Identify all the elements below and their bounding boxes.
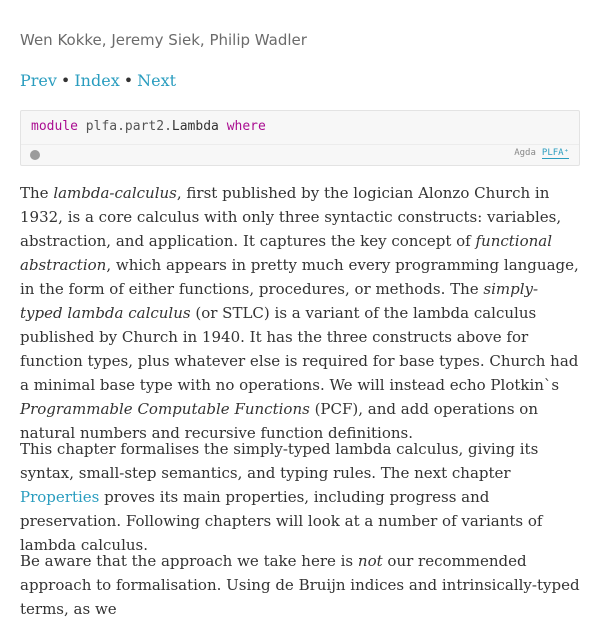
nav-separator: • <box>60 71 71 90</box>
code-footer <box>21 144 579 165</box>
code-keyword-where: where <box>226 119 266 134</box>
status-dot-icon[interactable] <box>30 150 40 160</box>
text-run: Be aware that the approach we take here is <box>20 552 358 570</box>
code-module-name: Lambda <box>171 119 219 134</box>
emphasis-stlc: simply-typed lambda calculus <box>20 280 539 322</box>
next-link[interactable]: Next <box>137 71 177 90</box>
emphasis-not: not <box>357 552 383 570</box>
paragraph-intro <box>20 181 580 445</box>
text-run: our recommended approach to formalisation. Using de Bruijn indices and intrinsically-typed terms, as we <box>20 552 580 618</box>
paragraph-chapter-overview <box>20 437 580 557</box>
code-meta <box>514 148 569 158</box>
code-module-prefix: plfa.part2. <box>85 119 172 134</box>
plfa-badge[interactable]: PLFA⁺ <box>541 148 569 158</box>
code-line <box>31 119 266 134</box>
prev-link[interactable]: Prev <box>20 71 57 90</box>
nav-separator: • <box>123 71 134 90</box>
emphasis-lambda-calculus: lambda-calculus <box>53 184 177 202</box>
text-run: The <box>20 184 54 202</box>
paragraph-caveat <box>20 549 580 621</box>
code-block <box>20 110 580 166</box>
text-run: (PCF), and add operations on natural numbers and recursive function definitions. <box>20 400 538 442</box>
code-language-label: Agda <box>514 148 536 158</box>
text-run: This chapter formalises the simply-typed lambda calculus, giving its syntax, small-step semantics, and typing rules. The next chapter <box>20 440 539 482</box>
text-run: , first published by the logician Alonzo Church in 1932, is a core calculus with only three syntactic constructs: variables, abstraction, and application. It captures the key concept of <box>20 184 562 250</box>
code-keyword-module: module <box>31 119 78 134</box>
text-run: , which appears in pretty much every programming language, in the form of either functions, procedures, or methods. The <box>20 256 579 298</box>
emphasis-functional-abstraction: functional abstraction <box>20 232 553 274</box>
index-link[interactable]: Index <box>74 71 120 90</box>
emphasis-pcf: Programmable Computable Functions <box>20 400 310 418</box>
properties-link[interactable]: Properties <box>20 488 100 506</box>
authors-line: Wen Kokke, Jeremy Siek, Philip Wadler <box>20 31 307 49</box>
text-run: proves its main properties, including progress and preservation. Following chapters will look at a number of variants of lambda calculus. <box>20 488 543 554</box>
text-run: (or STLC) is a variant of the lambda calculus published by Church in 1940. It has the three constructs above for function types, plus whatever else is required for base types. Church had a minimal base type with no operations. We will instead echo Plotkin`s <box>20 304 579 394</box>
chapter-nav <box>20 71 176 90</box>
